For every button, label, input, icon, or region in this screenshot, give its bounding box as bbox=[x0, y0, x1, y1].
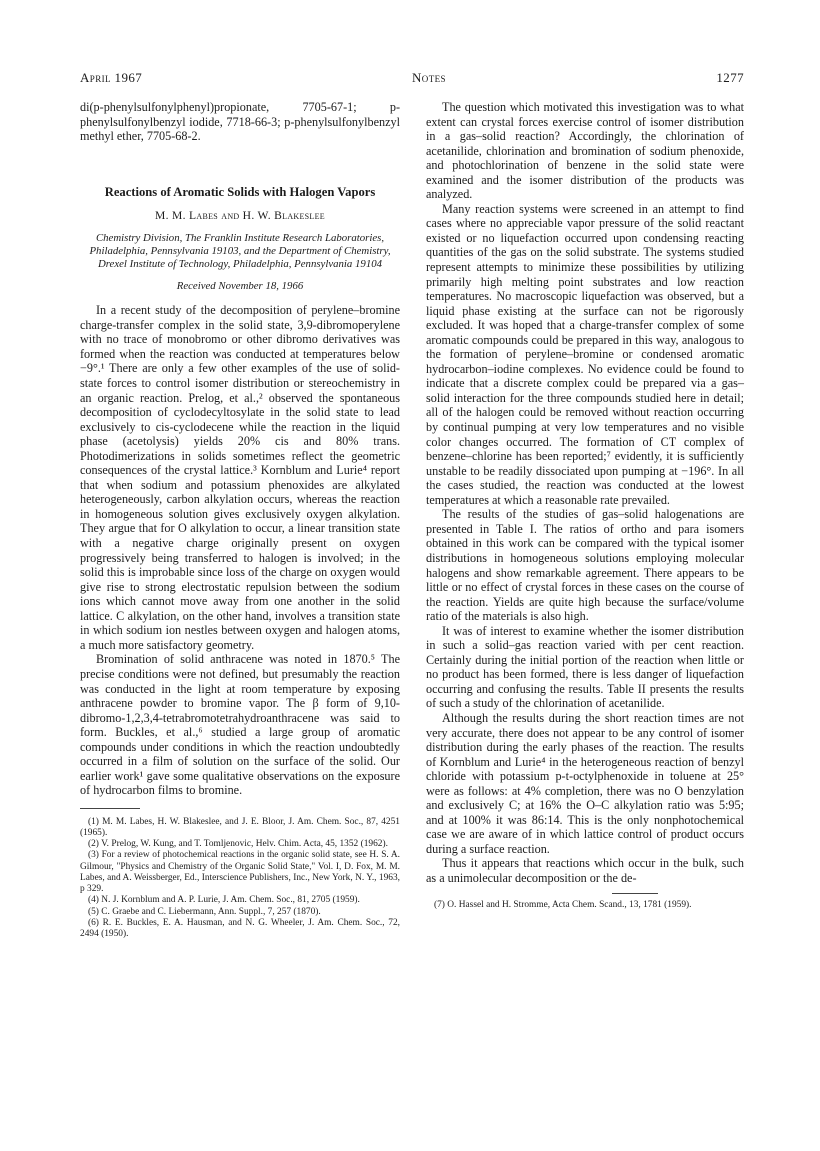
continuation-text: di(p-phenylsulfonylphenyl)propionate, 7705-67-1; p-phenylsulfonylbenzyl iodide, 7718-66-3; p-phenylsulfonylbenzyl methyl ether, 7705-68-2. bbox=[80, 100, 400, 144]
footnote-rule bbox=[80, 808, 140, 809]
body-paragraph: Bromination of solid anthracene was noted in 1870.⁵ The precise conditions were not defined, but presumably the reaction was conducted in the light at room temperature by exposing anthracene powder to bromine vapor. The β form of 9,10-dibromo-1,2,3,4-tetrabromotetrahydroanthracene was said to form. Buckles, et al.,⁶ studied a large group of aromatic compounds under conditions in which the reaction undoubtedly occurred in a film of solution on the surface of the solid. Our earlier work¹ gave some qualitative observations on the exposure of hydrocarbon films to bromine. bbox=[80, 652, 400, 798]
footnote-rule bbox=[612, 893, 658, 894]
body-paragraph: The question which motivated this investigation was to what extent can crystal forces exercise control of isomer distribution in a gas–solid reaction? Accordingly, the chlorination of acetanilide, chlorination and bromination of sodium phenoxide, and photochlorination of benzene in the solid state were examined and the isomer distribution of the products was analyzed. bbox=[426, 100, 744, 202]
left-column bbox=[80, 100, 400, 940]
author-affiliation: Chemistry Division, The Franklin Institute Research Laboratories, Philadelphia, Pennsylvania 19103, and the Department of Chemistry, Drexel Institute of Technology, Philadelphia, Pennsylvania 19104 bbox=[89, 231, 391, 270]
right-column bbox=[426, 100, 744, 911]
body-paragraph: Thus it appears that reactions which occur in the bulk, such as a unimolecular decomposition or the de- bbox=[426, 856, 744, 885]
footnote: (1) M. M. Labes, H. W. Blakeslee, and J. E. Bloor, J. Am. Chem. Soc., 87, 4251 (1965). bbox=[80, 816, 400, 839]
footnotes bbox=[80, 817, 400, 940]
running-head bbox=[80, 70, 744, 88]
received-date: Received November 18, 1966 bbox=[176, 279, 304, 292]
body-paragraph: Although the results during the short reaction times are not very accurate, there does not appear to be any control of isomer distribution during the early phases of the reaction. The results of Kornblum and Lurie⁴ in the heterogeneous reaction of benzyl chloride with potassium p-t-octylphenoxide in toluene at 25° were as follows: at 4% completion, there was no O benzylation and exclusively C; at 16% the O–C alkylation ratio was 5:95; and at 100% it was 86:14. This is the only nonphotochemical case we are aware of in which lattice control of product occurs during a surface reaction. bbox=[426, 710, 744, 856]
article-title: Reactions of Aromatic Solids with Halogen Vapors bbox=[104, 184, 376, 199]
article-authors: M. M. Labes and H. W. Blakeslee bbox=[155, 209, 325, 223]
footnote: (2) V. Prelog, W. Kung, and T. Tomljenovic, Helv. Chim. Acta, 45, 1352 (1962). bbox=[88, 839, 388, 850]
footnote: (4) N. J. Kornblum and A. P. Lurie, J. Am. Chem. Soc., 81, 2705 (1959). bbox=[88, 895, 360, 906]
footnotes bbox=[426, 900, 744, 911]
body-paragraph: It was of interest to examine whether the isomer distribution in such a solid–gas reaction varied with per cent reaction. Certainly during the initial portion of the reaction when little or no product has been formed, there is less danger of liquefaction occurring and confusing the results. Table II presents the results of such a study of the chlorination of acetanilide. bbox=[426, 623, 744, 711]
body-paragraph: Many reaction systems were screened in an attempt to find cases where no appreciable vapor pressure of the solid reactant existed or no liquefaction occurred upon condensing reacting quantities of the gas on the solid substrate. The systems studied represent attempts to minimize these possibilities by utilizing primarily high melting point substrates and low reaction temperatures. No macroscopic liquefaction was observed, but a liquid phase existing at the surface can not be rigorously excluded. It was hoped that a charge-transfer complex of some aromatic compounds could be prepared in this way, analogous to the formation of perylene–bromine or condensed aromatic hydrocarbon–iodine complexes. No evidence could be found to indicate that a discrete complex could be prepared via a gas–solid interaction for the three compounds studied here in detail; all of the halogen could be removed without reaction occurring by continual pumping at very low temperatures and no visible color changes occurred. The formation of CT complex of benzene–chlorine has been reported;⁷ evidently, it is sufficiently unstable to be readily dissociated upon pumping at −196°. In all the cases studied, the reaction was conducted at the lowest temperatures at which a reasonable rate prevailed. bbox=[426, 201, 744, 507]
footnote: (7) O. Hassel and H. Stromme, Acta Chem. Scand., 13, 1781 (1959). bbox=[434, 899, 692, 910]
body-paragraph: In a recent study of the decomposition of perylene–bromine charge-transfer complex in the solid state, 3,9-dibromoperylene with no trace of monobromo or other dibromo derivatives was formed when the reaction was conducted at temperatures below −9°.¹ There are only a few other examples of the use of solid-state forces to control isomer distribution or stereochemistry in an organic reaction. Prelog, et al.,² observed the spontaneous decomposition of cyclodecyltosylate in the solid state to lead exclusively to cis-cyclodecene while the reaction in the liquid phase (acetolysis) yields 20% cis and 80% trans. Photodimerizations in solids sometimes reflect the geometric consequences of the crystal lattice.³ Kornblum and Lurie⁴ report that when sodium and potassium phenoxides are alkylated heterogeneously, carbon alkylation occurs, whereas the reaction in homogeneous solution gives exclusively oxygen alkylation. They argue that for O alkylation to occur, a linear transition state with a negative charge originally present on oxygen progressively being transferred to halogen is involved; in the solid this is improbable since loss of the charge on oxygen would give rise to strong electrostatic repulsion between the sodium ions which cannot move away from one another in the solid lattice. C alkylation, on the other hand, involves a transition state in which sodium ion nestles between oxygen and halogen atoms, a much more satisfactory geometry. bbox=[80, 303, 400, 652]
footnote: (3) For a review of photochemical reactions in the organic solid state, see H. S. A. Gilmour, "Physics and Chemistry of the Organic Solid State," Vol. I, D. Fox, M. M. Labes, and A. Weissberger, Ed., Interscience Publishers, Inc., New York, N. Y., 1963, p 329. bbox=[80, 850, 400, 895]
running-head-date: April 1967 bbox=[80, 70, 143, 85]
footnote: (5) C. Graebe and C. Liebermann, Ann. Suppl., 7, 257 (1870). bbox=[88, 906, 321, 917]
page-number: 1277 bbox=[716, 70, 744, 85]
running-head-section: Notes bbox=[412, 70, 446, 85]
footnote: (6) R. E. Buckles, E. A. Hausman, and N. G. Wheeler, J. Am. Chem. Soc., 72, 2494 (1950). bbox=[80, 917, 400, 939]
body-paragraph: The results of the studies of gas–solid halogenations are presented in Table I. The ratios of ortho and para isomers obtained in this work can be compared with the typical isomer distributions in homogeneous solutions employing molecular halogens and show remarkable agreement. There appears to be little or no effect of crystal forces in these cases on the course of the reaction. Yields are quite high because the surface/volume ratio of the materials is also high. bbox=[426, 507, 744, 624]
